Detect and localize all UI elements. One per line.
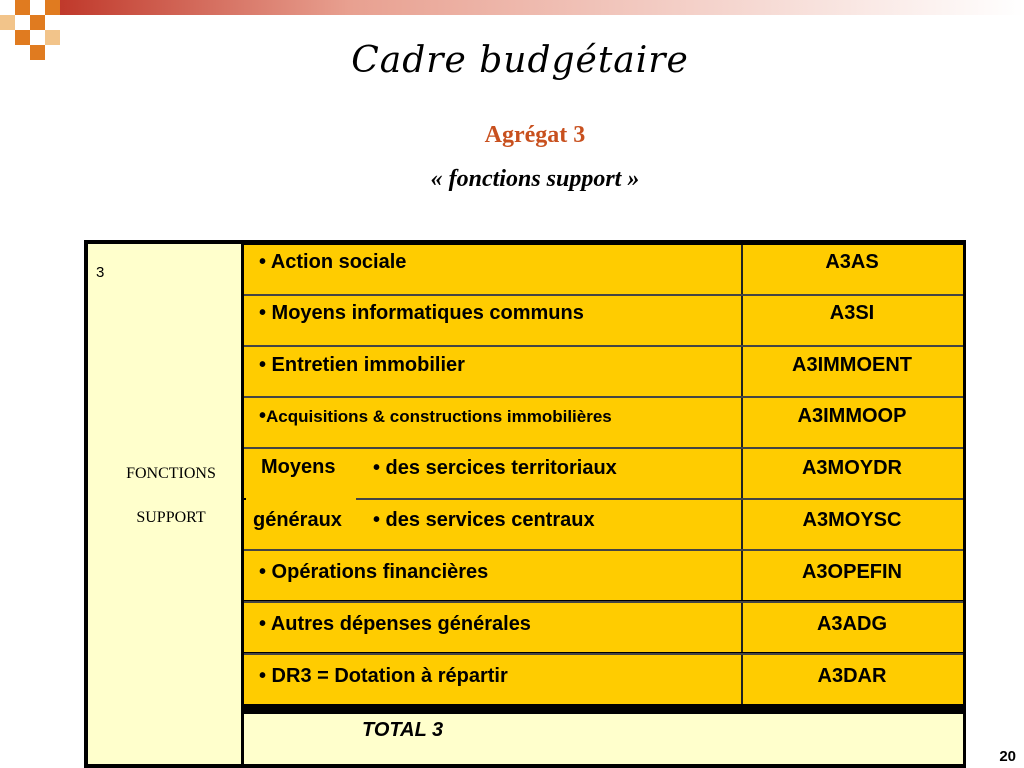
row-code: A3SI <box>829 302 875 324</box>
total-row <box>244 714 963 764</box>
header-gradient-bar <box>60 0 1024 15</box>
row-label: • Entretien immobilier <box>259 354 465 376</box>
row-label: • Opérations financières <box>259 561 489 583</box>
row-bullet: • <box>259 405 267 427</box>
row-divider <box>244 345 963 347</box>
row-code: A3AS <box>825 251 879 273</box>
row-divider <box>244 601 963 603</box>
row-label: • des sercices territoriaux <box>373 457 617 479</box>
row-divider <box>244 447 963 449</box>
row-code: A3OPEFIN <box>801 561 903 583</box>
row-code: A3MOYSC <box>802 509 902 531</box>
group-label-line2: SUPPORT <box>136 509 206 526</box>
row-label: • Moyens informatiques communs <box>259 302 584 324</box>
row-label-text: Acquisitions & constructions immobilières <box>266 407 612 426</box>
row-code: A3DAR <box>817 665 887 687</box>
row-code: A3ADG <box>816 613 887 635</box>
group-number: 3 <box>96 264 105 281</box>
moyens-label-line1: Moyens <box>261 456 336 478</box>
row-code: A3IMMOENT <box>792 354 912 376</box>
row-label: • DR3 = Dotation à répartir <box>259 665 508 687</box>
row-divider <box>356 498 963 500</box>
row-divider <box>244 396 963 398</box>
row-divider <box>244 549 963 551</box>
row-label <box>259 405 612 428</box>
total-label: TOTAL 3 <box>362 719 444 741</box>
slide-title: Cadre budgétaire <box>351 40 689 81</box>
row-divider <box>244 653 963 655</box>
row-label: • des services centraux <box>373 509 595 531</box>
row-label: • Autres dépenses générales <box>259 613 531 635</box>
slide-subtitle: Agrégat 3 <box>484 122 586 148</box>
slide-subtitle-2: « fonctions support » <box>430 166 640 192</box>
page-number: 20 <box>999 748 1016 765</box>
moyens-label-line2: généraux <box>253 509 342 531</box>
group-column <box>88 244 241 764</box>
row-code: A3IMMOOP <box>797 405 907 427</box>
row-code: A3MOYDR <box>801 457 902 479</box>
row-divider <box>244 294 963 296</box>
group-label-line1: FONCTIONS <box>126 465 216 482</box>
row-divider <box>244 705 963 713</box>
row-label: • Action sociale <box>259 251 407 273</box>
